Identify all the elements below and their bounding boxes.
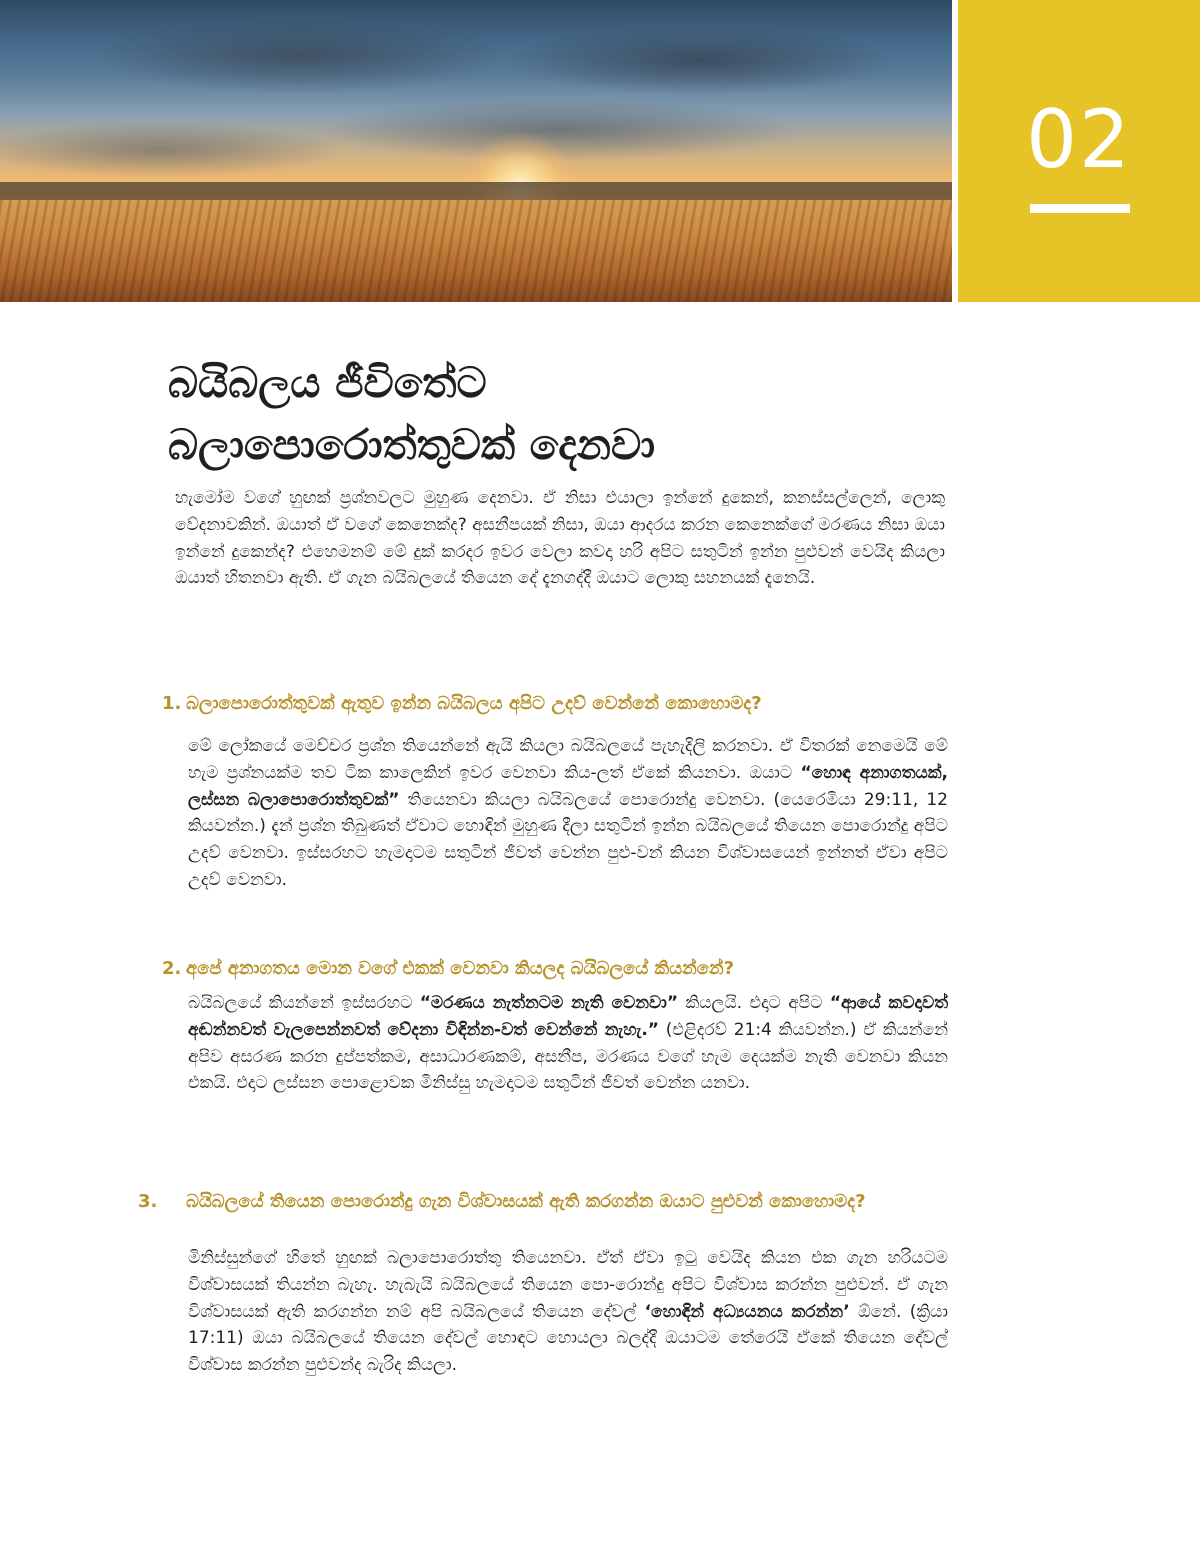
question-text: බයිබලයේ තියෙන පොරොන්දු ගැන විශ්වාසයක් ඇති කරගන්න ඔයාට පුළුවන් කොහොමද? bbox=[186, 1191, 866, 1212]
chapter-block bbox=[958, 0, 1200, 302]
chapter-number: 02 bbox=[1026, 93, 1132, 186]
page-title bbox=[168, 352, 928, 476]
answer-emphasis: ‘හොඳින් අධ්‍යයනය කරන්න’ bbox=[644, 1301, 850, 1322]
answer-text: කියලයි. එදාට අපිට bbox=[678, 993, 830, 1013]
answer-paragraph-1 bbox=[188, 733, 948, 894]
page-title-line-2: බලාපොරොත්තුවක් දෙනවා bbox=[168, 420, 656, 469]
question-heading-2 bbox=[162, 955, 942, 982]
intro-paragraph: හැමෝම වගේ හුඟක් ප්‍රශ්නවලට මුහුණ දෙනවා. ඒ නිසා එයාලා ඉන්නේ දුකෙන්, කනස්සල්ලෙන්, ලොකු වේදනාවකින්. ඔයාත් ඒ වගේ කෙනෙක්ද? අසනීපයක් නිසා, ඔයා ආදරය කරන කෙනෙක්ගේ මරණය නිසා ඔයා ඉන්නේ දුකෙන්ද? එහෙමනම් මේ දුක් කරදර ඉවර වෙලා කවදා හරි අපිට සතුටින් ඉන්න පුළුවන් වෙයිද කියලා ඔයාත් හිතනවා ඇති. ඒ ගැන බයිබලයේ තියෙන දේ දැනගද්දී ඔයාට ලොකු සහනයක් දැනෙයි. bbox=[175, 488, 945, 589]
question-heading-3 bbox=[138, 1188, 886, 1215]
answer-emphasis: “ආයේ කවදාවත් අඬන්නවත් වැලපෙන්නවත් වේදනා විඳින්න-වත් වෙන්නේ නැහැ.” bbox=[188, 993, 949, 1040]
question-number: 2. bbox=[162, 958, 182, 979]
question-heading-1 bbox=[162, 690, 942, 717]
answer-emphasis: “හොඳ අනාගතයක්, ලස්සන බලාපොරොත්තුවක්” bbox=[188, 762, 948, 810]
answer-text: ඕනේ. (ක්‍රියා 17:11) ඔයා බයිබලයේ තියෙන දේවල් හොඳට හොයලා බලද්දී ඔයාටම තේරෙයි ඒකේ තියෙන දේවල් විශ්වාස කරන්න පුළුවන්ද බැරිද කියලා. bbox=[188, 1301, 948, 1376]
chapter-underline bbox=[1030, 204, 1130, 213]
question-text: අපේ අනාගතය මොන වගේ එකක් වෙනවා කියලද බයිබලයේ කියන්නේ? bbox=[186, 958, 735, 979]
answer-paragraph-2 bbox=[188, 990, 948, 1097]
answer-text: මිනිස්සුන්ගේ හිතේ හුඟක් බලාපොරොත්තු තියෙනවා. ඒත් ඒවා ඉටු වෙයිද කියන එක ගැන හරියටම විශ්වාසයක් තියන්න බැහැ. හැබැයි බයිබලයේ තියෙන පො-රොන්දු අපිට විශ්වාස කරන්න පුළුවන්. ඒ ගැන විශ්වාසයක් ඇති කරගන්න නම් අපි බයිබලයේ තියෙන දේවල් bbox=[188, 1248, 948, 1322]
question-number: 3. bbox=[138, 1191, 158, 1212]
answer-text: මේ ලෝකයේ මෙච්චර ප්‍රශ්න තියෙන්නේ ඇයි කියලා බයිබලයේ පැහැදිලි කරනවා. ඒ විතරක් නෙමෙයි මේ හැම ප්‍රශ්නයක්ම තව ටික කාලෙකින් ඉවර වෙනවා කිය-ලත් ඒකේ කියනවා. ඔයාට bbox=[188, 736, 948, 783]
answer-text: බයිබලයේ කියන්නේ ඉස්සරහට bbox=[188, 993, 420, 1013]
page-title-line-1: බයිබලය ජීවිතේට bbox=[168, 358, 487, 407]
answer-text: (එළිදරව් 21:4 කියවන්න.) ඒ කියන්නේ අපිව අසරණ කරන දුප්පත්කම, අසාධාරණකම්, අසනීප, මරණය වගේ හැම දෙයක්ම නැති වෙනවා කියන එකයි. එදාට ලස්සන පොළොවක මිනිස්සු හැමදාටම සතුටින් ජීවත් වෙන්න යනවා. bbox=[188, 1019, 948, 1094]
answer-paragraph-3 bbox=[188, 1245, 948, 1379]
question-number: 1. bbox=[162, 693, 182, 714]
answer-text: තියෙනවා කියලා බයිබලයේ පොරොන්දු වෙනවා. (යෙරෙමියා 29:11, 12 කියවන්න.) දැන් ප්‍රශ්න තිබුණත් ඒවාට හොඳින් මුහුණ දීලා සතුටින් ඉන්න බයිබලයේ තියෙන පොරොන්දු අපිට උදව් වෙනවා. ඉස්සරහට හැමදාටම සතුටින් ජීවත් වෙන්න පුළු-වන් කියන විශ්වාසයෙන් ඉන්නත් ඒවා අපිට උදව් වෙනවා. bbox=[188, 789, 948, 890]
hero-field bbox=[0, 200, 952, 302]
hero-image-sunset-wheat-field bbox=[0, 0, 952, 302]
answer-emphasis: “මරණය නැත්නටම නැති වෙනවා” bbox=[419, 993, 679, 1013]
question-text: බලාපොරොත්තුවක් ඇතුව ඉන්න බයිබලය අපිට උදව් වෙන්නේ කොහොමද? bbox=[186, 693, 762, 714]
